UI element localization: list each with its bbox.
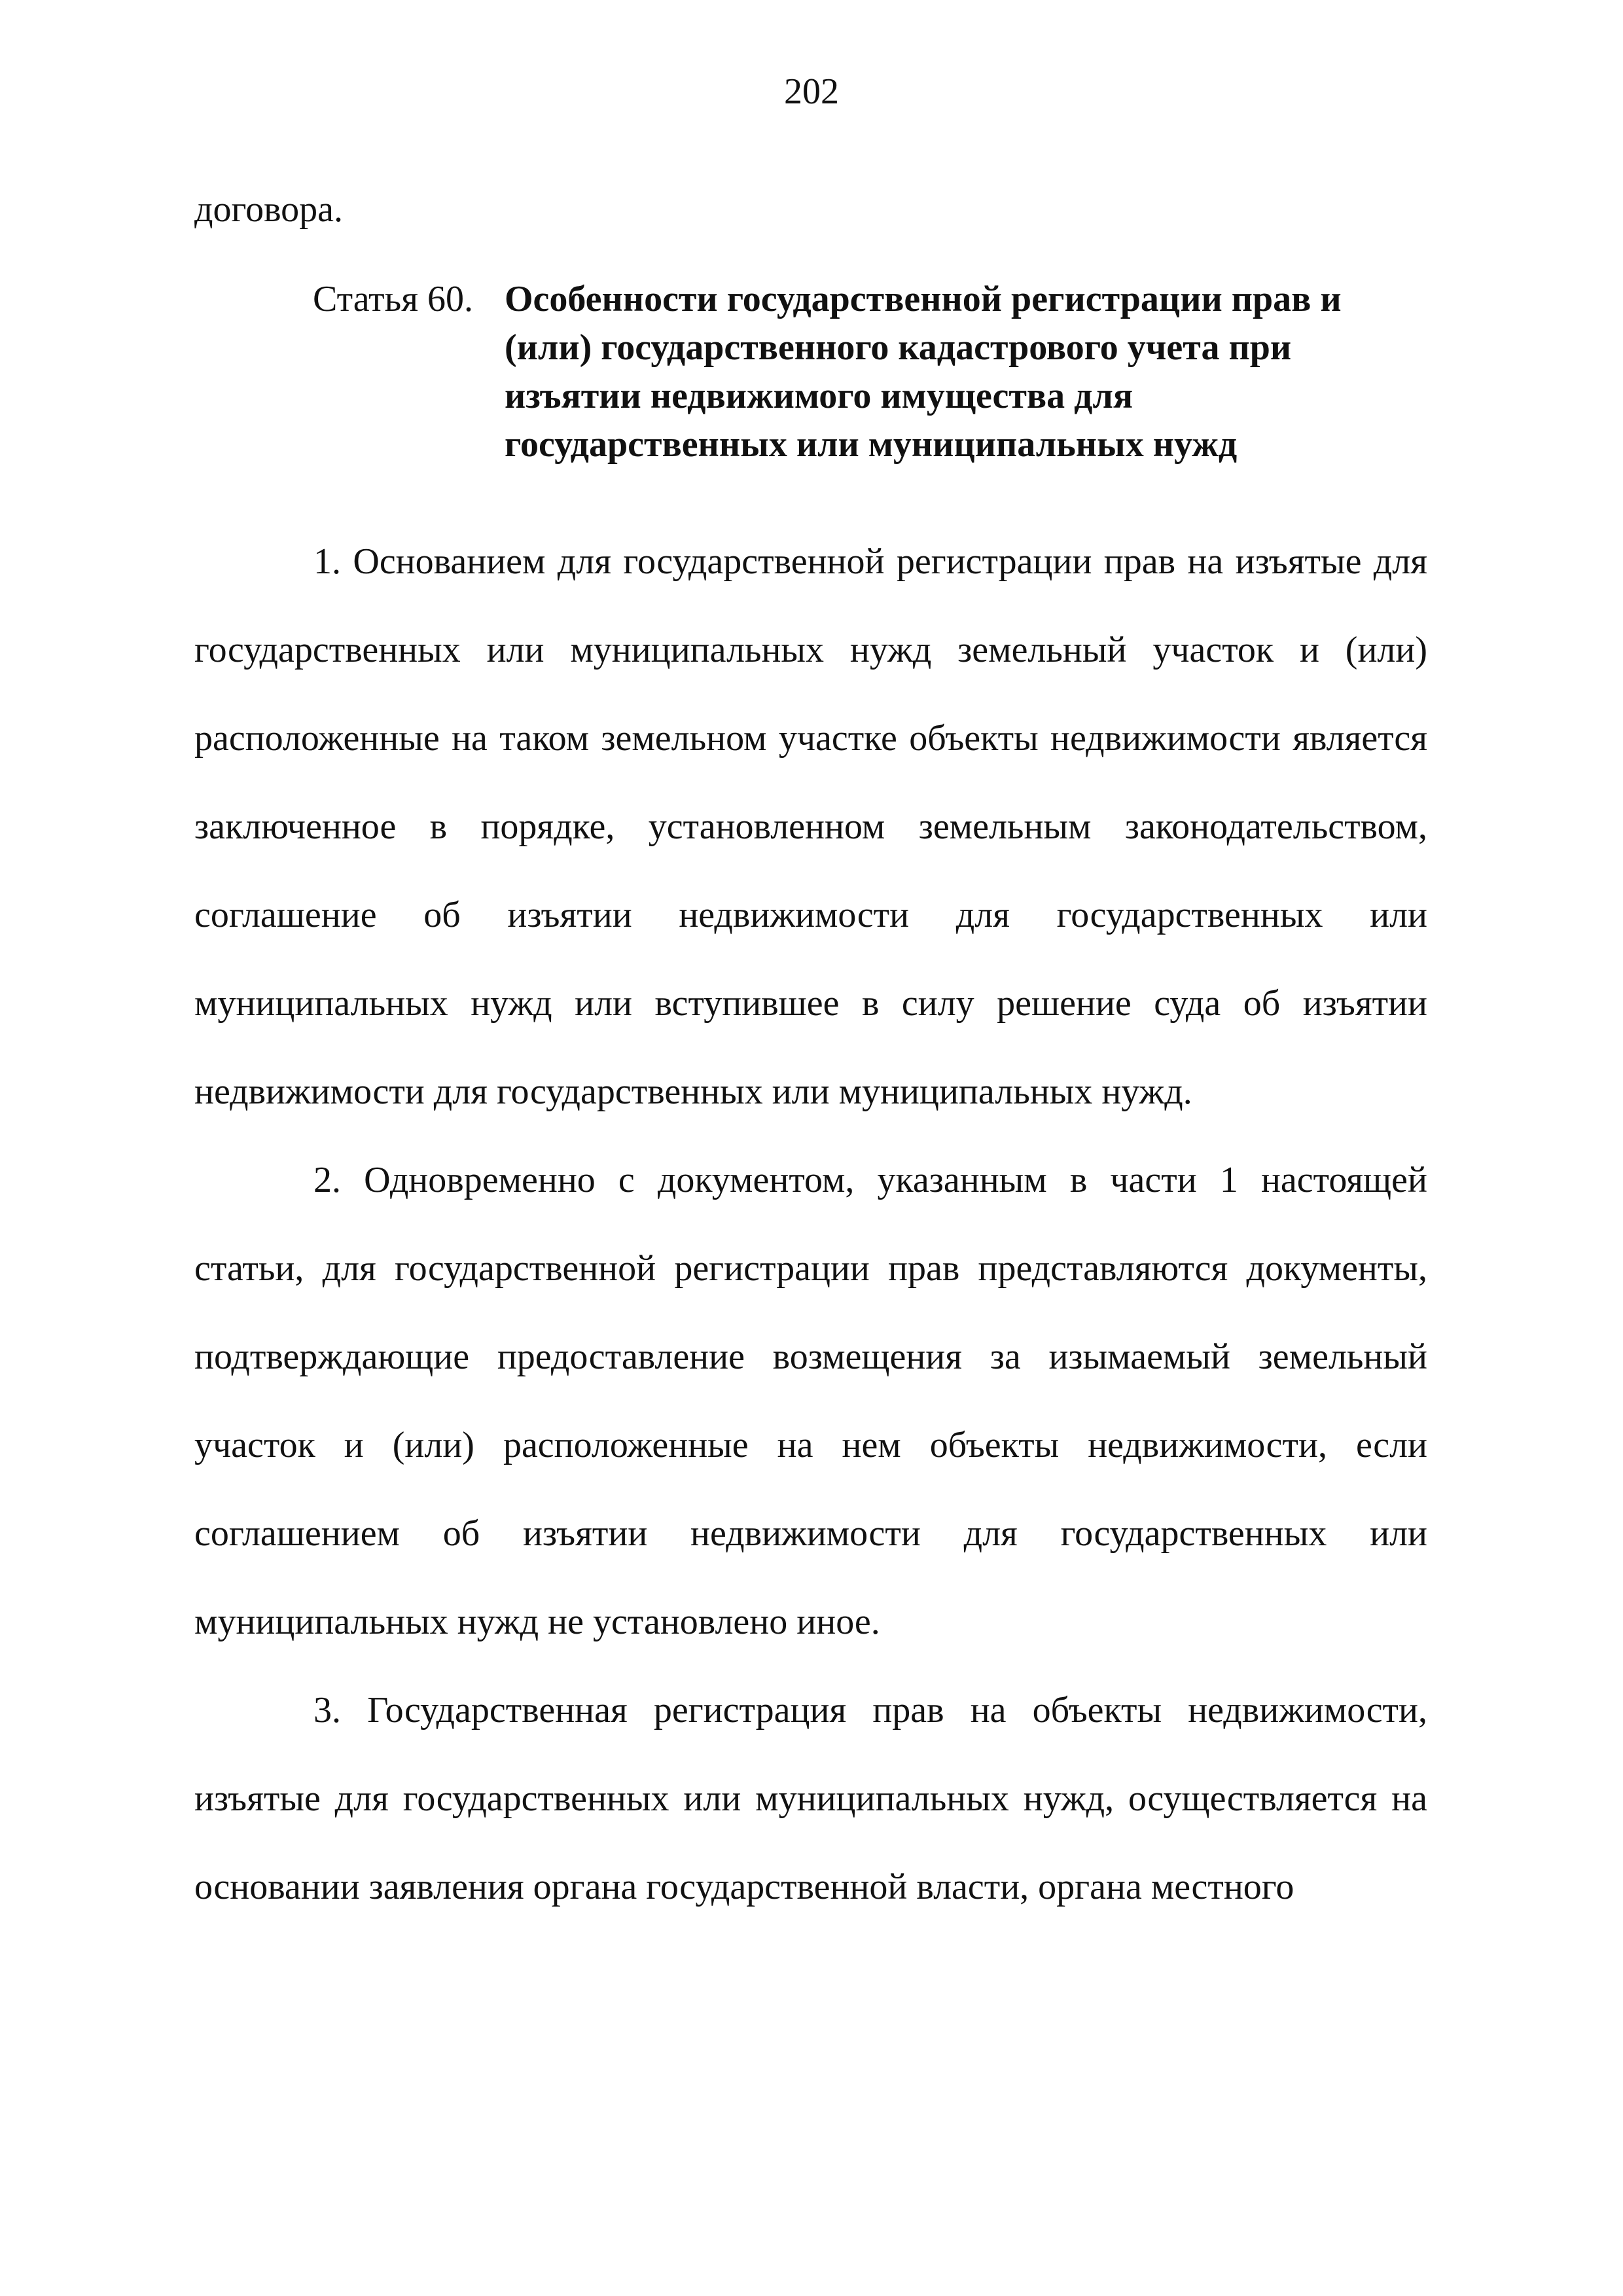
article-title xyxy=(505,275,1421,469)
page-number: 202 xyxy=(784,71,839,112)
article-label: Статья 60. xyxy=(313,279,473,319)
paragraph-3: 3. Государственная регистрация прав на объекты недвижимости, изъятые для государственных или муниципальных нужд, осуществляется на основании заявления органа государственной власти, органа местного xyxy=(194,1690,1427,1907)
article-title-line: государственных или муниципальных нужд xyxy=(505,424,1238,465)
article-title-line: Особенности государственной регистрации прав и xyxy=(505,279,1342,319)
paragraph-2: 2. Одновременно с документом, указанным в части 1 настоящей статьи, для государственной регистрации прав представляются документы, подтверждающие предоставление возмещения за изымаемый земельный участок и (или) расположенные на нем объекты недвижимости, если соглашением об изъятии недвижимости для государственных или муниципальных нужд не установлено иное. xyxy=(194,1160,1427,1642)
article-title-line: изъятии недвижимого имущества для xyxy=(505,376,1133,416)
article-body xyxy=(194,518,1427,1931)
article-title-line: (или) государственного кадастрового учета при xyxy=(505,327,1292,368)
carry-over-text: договора. xyxy=(194,189,343,230)
paragraph-1: 1. Основанием для государственной регистрации прав на изъятые для государственных или муниципальных нужд земельный участок и (или) расположенные на таком земельном участке объекты недвижимости является заключенное в порядке, установленном земельным законодательством, соглашение об изъятии недвижимости для государственных или муниципальных нужд или вступившее в силу решение суда об изъятии недвижимости для государственных или муниципальных нужд. xyxy=(194,541,1427,1112)
